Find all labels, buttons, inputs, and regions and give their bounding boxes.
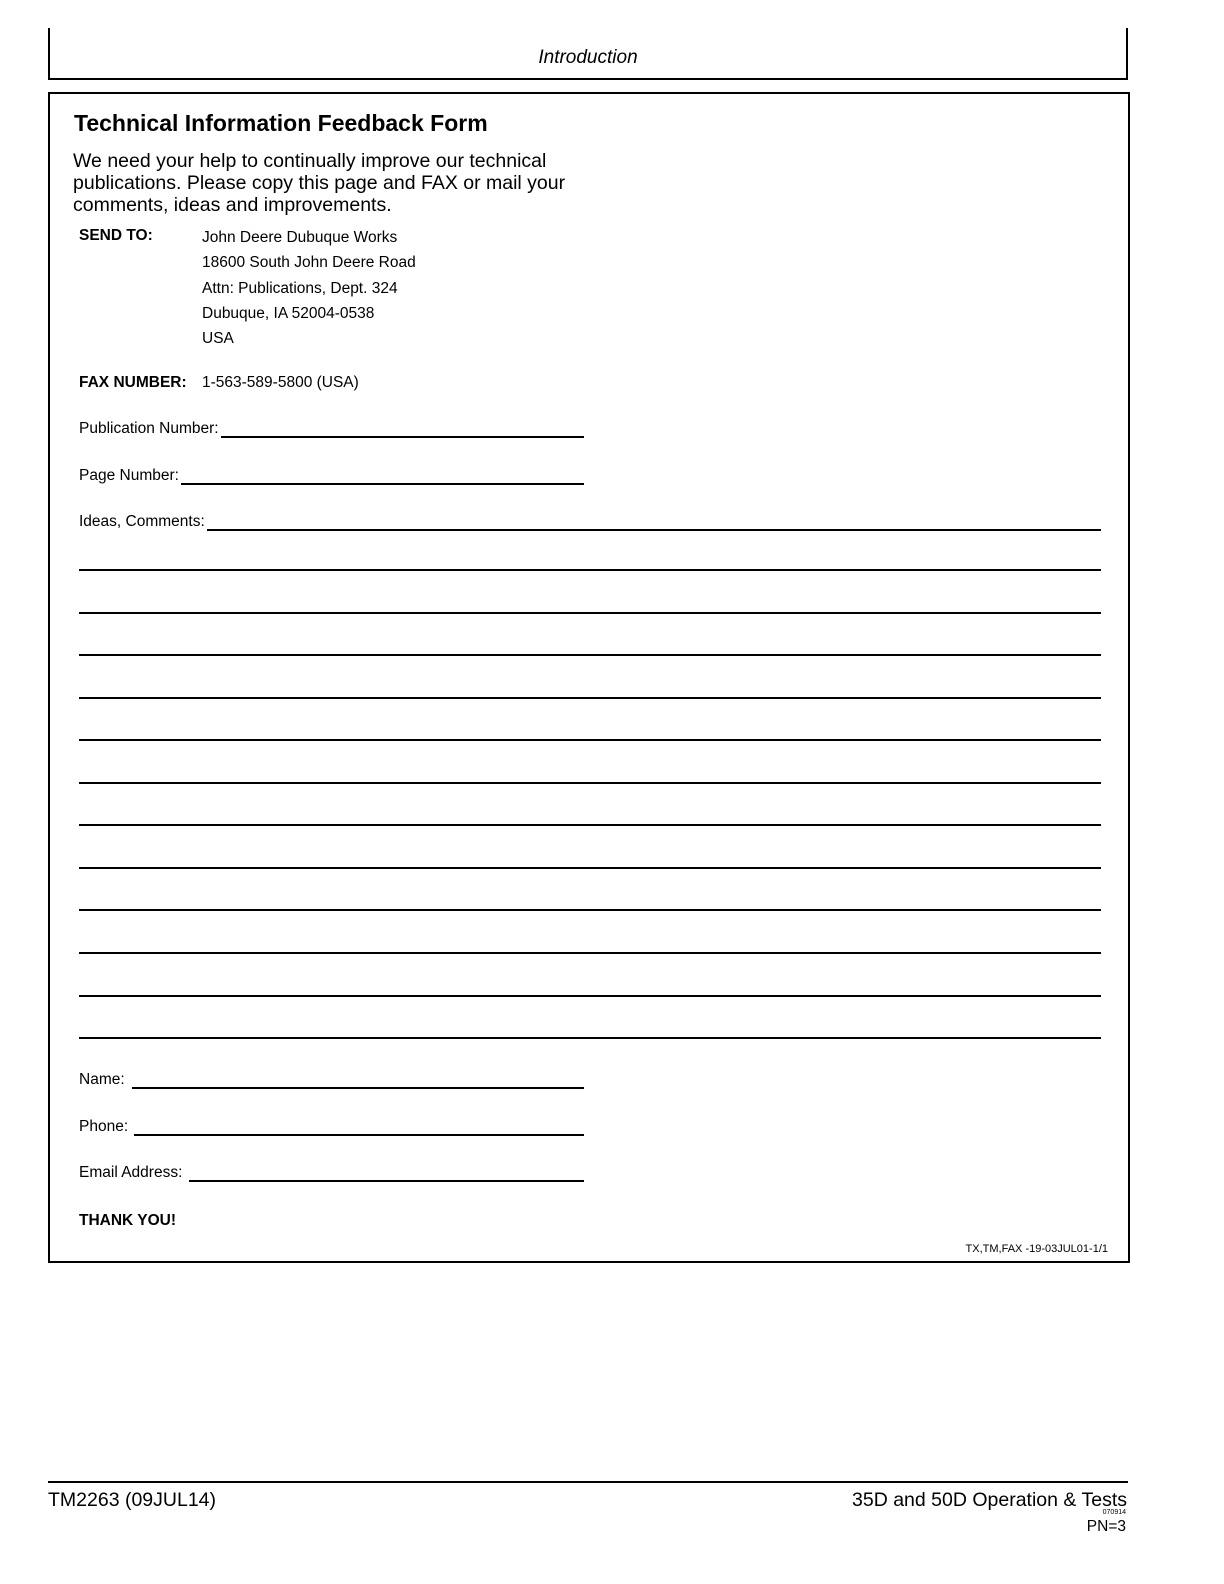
address-line: Attn: Publications, Dept. 324	[202, 279, 398, 297]
page-header	[48, 28, 1128, 80]
feedback-form	[48, 92, 1130, 1263]
comment-line[interactable]	[79, 824, 1101, 826]
publication-number-label: Publication Number:	[79, 420, 219, 437]
send-to-label: SEND TO:	[79, 227, 153, 244]
comment-line[interactable]	[79, 995, 1101, 997]
ideas-comments-line[interactable]	[207, 515, 1101, 531]
form-intro: We need your help to continually improve our technical publications. Please copy this page and FAX or mail your comments, ideas and improvements.	[73, 150, 566, 216]
comment-line[interactable]	[79, 782, 1101, 784]
comment-line[interactable]	[79, 1037, 1101, 1039]
ideas-comments-label: Ideas, Comments:	[79, 513, 205, 530]
comment-line[interactable]	[79, 697, 1101, 699]
address-line: John Deere Dubuque Works	[202, 229, 398, 246]
comment-line[interactable]	[79, 909, 1101, 911]
section-title: Introduction	[538, 47, 638, 68]
document-number: TM2263 (09JUL14)	[48, 1489, 216, 1511]
address-line: Dubuque, IA 52004-0538	[202, 304, 375, 322]
phone-line[interactable]	[134, 1120, 584, 1136]
address-line: 18600 South John Deere Road	[202, 254, 416, 272]
comment-line[interactable]	[79, 952, 1101, 954]
name-line[interactable]	[132, 1073, 584, 1089]
name-label: Name:	[79, 1071, 125, 1088]
comment-line[interactable]	[79, 867, 1101, 869]
phone-field[interactable]	[79, 1118, 584, 1136]
mailing-address	[202, 225, 416, 351]
page-number: PN=3	[1086, 1518, 1126, 1535]
page-number-label: Page Number:	[79, 467, 179, 484]
email-field[interactable]	[79, 1164, 584, 1182]
thank-you-text: THANK YOU!	[79, 1212, 177, 1229]
manual-title: 35D and 50D Operation & Tests	[852, 1489, 1127, 1511]
email-line[interactable]	[189, 1166, 584, 1182]
comment-line[interactable]	[79, 654, 1101, 656]
comment-line[interactable]	[79, 612, 1101, 614]
date-code: 070914	[1102, 1509, 1126, 1516]
publication-number-field[interactable]	[79, 420, 584, 438]
comment-line[interactable]	[79, 739, 1101, 741]
ideas-comments-field[interactable]	[79, 513, 1101, 531]
name-field[interactable]	[79, 1071, 584, 1089]
phone-label: Phone:	[79, 1118, 129, 1135]
fax-label: FAX NUMBER:	[79, 374, 187, 391]
comment-line[interactable]	[79, 569, 1101, 571]
address-line: USA	[202, 330, 234, 348]
page-number-field[interactable]	[79, 467, 584, 485]
page-number-line[interactable]	[181, 469, 584, 485]
publication-number-line[interactable]	[221, 422, 584, 438]
footer-divider	[48, 1481, 1128, 1483]
fax-number: 1-563-589-5800 (USA)	[202, 374, 359, 391]
form-title: Technical Information Feedback Form	[74, 110, 488, 136]
email-label: Email Address:	[79, 1164, 183, 1181]
reference-code: TX,TM,FAX -19-03JUL01-1/1	[965, 1243, 1108, 1255]
